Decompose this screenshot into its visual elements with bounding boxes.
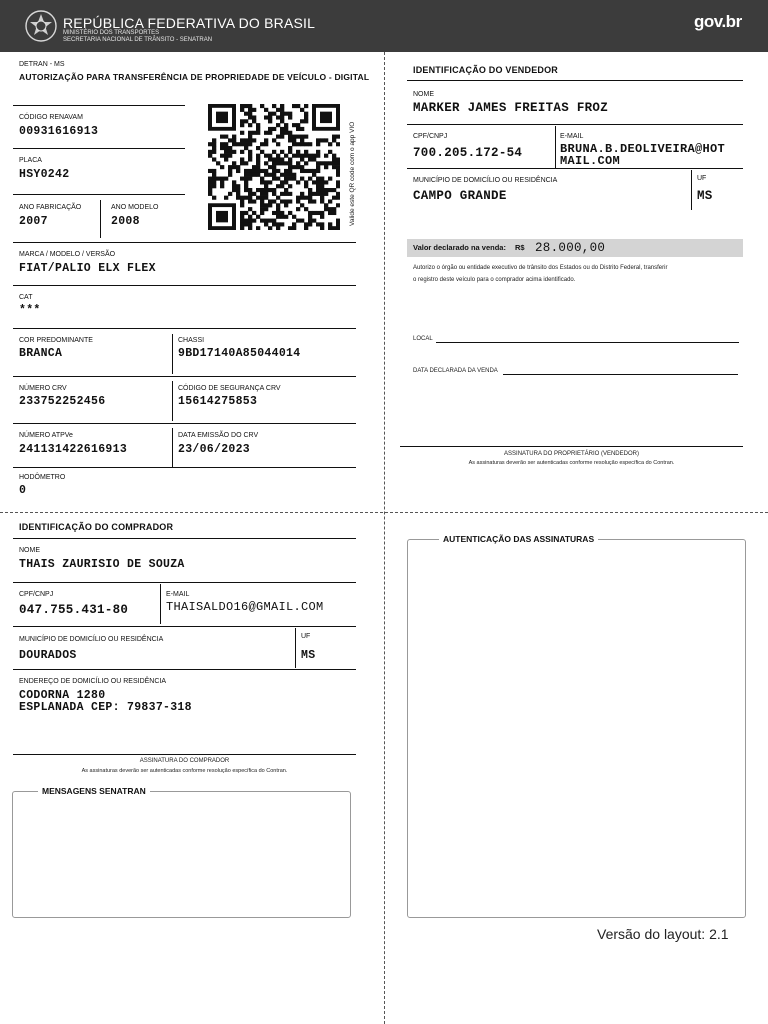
buyer-nome-value: THAIS ZAURISIO DE SOUZA [19,558,185,571]
header-secretariat: SECRETARIA NACIONAL DE TRÂNSITO - SENATRAN [63,37,213,43]
seller-municipio-label: MUNICÍPIO DE DOMICÍLIO OU RESIDÊNCIA [413,177,558,184]
govbr-logo: gov.br [694,12,742,31]
seller-email-value-line2: MAIL.COM [560,154,621,168]
divider [13,328,356,329]
seller-uf-label: UF [697,175,707,182]
qr-code [208,104,340,230]
chassi-value: 9BD17140A85044014 [178,347,301,360]
ano-modelo-value: 2008 [111,215,140,228]
buyer-signature-line [13,754,356,755]
cor-value: BRANCA [19,347,63,360]
ano-modelo-label: ANO MODELO [111,204,159,211]
versao-layout: Versão do layout: 2.1 [597,926,729,942]
divider [13,105,185,106]
renavam-value: 00931616913 [19,125,99,138]
valor-declarado-value: 28.000,00 [535,241,606,255]
divider [13,582,356,583]
buyer-endereco-line2: ESPLANADA CEP: 79837-318 [19,701,192,714]
atpve-label: NÚMERO ATPVe [19,432,73,439]
valor-declarado-label: Valor declarado na venda: [413,243,506,252]
placa-value: HSY0242 [19,168,70,181]
crv-label: NÚMERO CRV [19,385,67,392]
seller-section-title: IDENTIFICAÇÃO DO VENDEDOR [413,65,559,75]
placa-label: PLACA [19,157,42,164]
buyer-cpf-value: 047.755.431-80 [19,603,129,617]
header-title: REPÚBLICA FEDERATIVA DO BRASIL [63,15,316,31]
hodometro-label: HODÔMETRO [19,474,66,481]
seller-cpf-value: 700.205.172-54 [413,146,523,160]
cat-label: CAT [19,294,33,301]
divider [691,170,692,210]
buyer-nome-label: NOME [19,547,40,554]
detran-label: DETRAN - MS [19,61,65,68]
seller-signature-line [400,446,743,447]
divider [13,376,356,377]
divider [13,242,356,243]
seller-nome-label: NOME [413,91,434,98]
atpve-value: 241131422616913 [19,443,128,456]
buyer-cpf-label: CPF/CNPJ [19,591,54,598]
data-venda-label: DATA DECLARADA DA VENDA [413,368,498,374]
divider [13,538,356,539]
seller-email-label: E-MAIL [560,133,584,140]
document-title: AUTORIZAÇÃO PARA TRANSFERÊNCIA DE PROPRIEDADE DE VEÍCULO - DIGITAL [19,72,370,82]
brasao-emblem-icon [24,9,58,43]
divider [407,124,743,125]
divider [295,628,296,668]
divider [13,467,356,468]
seller-email-value-line1: BRUNA.B.DEOLIVEIRA@HOT [560,142,726,156]
divider [555,126,556,168]
buyer-email-label: E-MAIL [166,591,190,598]
codigo-seguranca-value: 15614275853 [178,395,258,408]
autenticacao-title: AUTENTICAÇÃO DAS ASSINATURAS [439,534,598,544]
mensagens-senatran-box [12,791,351,918]
autorizo-text-line1: Autorizo o órgão ou entidade executivo de trânsito dos Estados ou do Distrito Federal, transferir [413,265,668,271]
seller-uf-value: MS [697,189,713,203]
divider [172,381,173,421]
chassi-label: CHASSI [178,337,205,344]
divider [172,334,173,374]
divider [13,669,356,670]
autorizo-text-line2: o registro deste veículo para o comprador acima identificado. [413,277,576,283]
local-label: LOCAL [413,336,433,342]
buyer-signature-label: ASSINATURA DO COMPRADOR [139,758,230,764]
data-venda-line [503,374,738,375]
ano-fabricacao-label: ANO FABRICAÇÃO [19,204,82,211]
divider [13,423,356,424]
seller-signature-label: ASSINATURA DO PROPRIETÁRIO (VENDEDOR) [504,451,639,457]
buyer-municipio-value: DOURADOS [19,649,77,662]
local-line [436,342,739,343]
data-emissao-crv-value: 23/06/2023 [178,443,251,456]
hodometro-value: 0 [19,484,27,497]
buyer-uf-value: MS [301,649,316,662]
vertical-cut-line [384,52,385,1024]
ano-fabricacao-value: 2007 [19,215,48,228]
divider [13,194,185,195]
header-ministry: MINISTÉRIO DOS TRANSPORTES [63,30,160,36]
divider [407,80,743,81]
mensagens-senatran-title: MENSAGENS SENATRAN [38,786,150,796]
buyer-municipio-label: MUNICÍPIO DE DOMICÍLIO OU RESIDÊNCIA [19,636,164,643]
divider [407,168,743,169]
seller-cpf-label: CPF/CNPJ [413,133,448,140]
qr-caption: Valide este QR code com o app VIO [349,121,356,226]
divider [160,584,161,624]
buyer-signature-note: As assinaturas deverão ser autenticadas conforme resolução específica do Contran. [81,768,288,774]
cor-label: COR PREDOMINANTE [19,337,93,344]
autenticacao-box [407,539,746,918]
horizontal-cut-line [0,512,768,513]
divider [13,285,356,286]
divider [100,200,101,238]
buyer-section-title: IDENTIFICAÇÃO DO COMPRADOR [19,522,174,532]
divider [13,148,185,149]
seller-municipio-value: CAMPO GRANDE [413,189,507,203]
crv-value: 233752252456 [19,395,106,408]
data-emissao-crv-label: DATA EMISSÃO DO CRV [178,432,259,439]
marca-modelo-label: MARCA / MODELO / VERSÃO [19,251,116,258]
cat-value: *** [19,304,41,317]
buyer-uf-label: UF [301,633,311,640]
buyer-endereco-label: ENDEREÇO DE DOMICÍLIO OU RESIDÊNCIA [19,678,167,685]
buyer-endereco-line1: CODORNA 1280 [19,689,106,702]
seller-nome-value: MARKER JAMES FREITAS FROZ [413,101,609,115]
divider [13,626,356,627]
renavam-label: CÓDIGO RENAVAM [19,114,83,121]
seller-signature-note: As assinaturas deverão ser autenticadas conforme resolução específica do Contran. [468,460,675,466]
divider [172,428,173,468]
buyer-email-value: THAISALDO16@GMAIL.COM [166,600,324,614]
codigo-seguranca-label: CÓDIGO DE SEGURANÇA CRV [178,385,281,392]
marca-modelo-value: FIAT/PALIO ELX FLEX [19,262,156,275]
valor-currency: R$ [515,243,525,252]
